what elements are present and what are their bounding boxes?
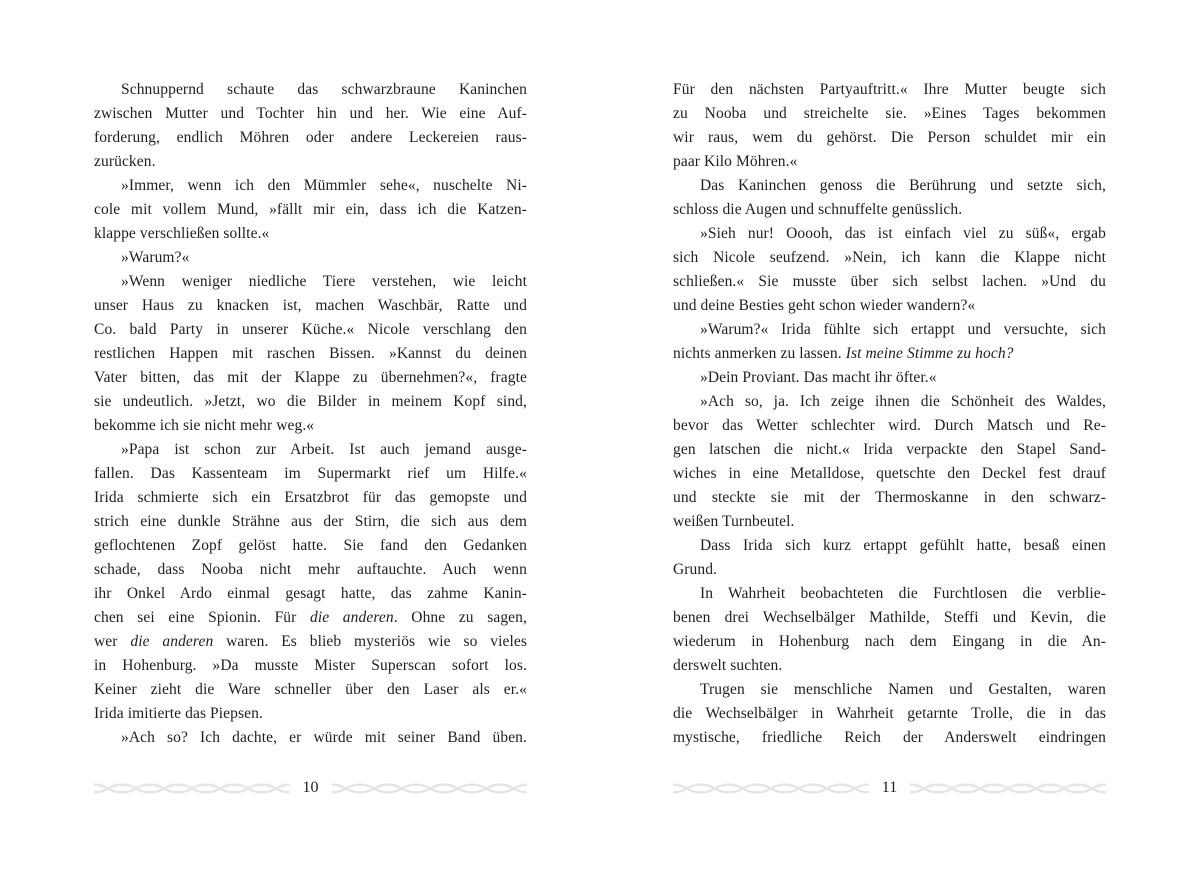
text-line <box>673 606 1106 630</box>
text-line <box>673 462 1106 486</box>
text-segment: bevor das Wetter schlechter wird. Durch Matsch und Re- <box>673 417 1106 434</box>
text-line <box>94 342 527 366</box>
text-segment: sich Nicole seufzend. »Nein, ich kann die Klappe nicht <box>673 249 1106 266</box>
text-segment: Irida imitierte das Piepsen. <box>94 705 263 722</box>
text-segment: in Hohenburg. »Da musste Mister Superscan sofort los. <box>94 657 527 674</box>
braid-ornament-icon <box>94 782 290 795</box>
page-number: 10 <box>302 779 319 796</box>
text-line <box>673 486 1106 510</box>
text-line <box>94 606 527 630</box>
text-line <box>673 126 1106 150</box>
text-line <box>673 270 1106 294</box>
text-line <box>673 294 1106 318</box>
text-segment: zu Nooba und streichelte sie. »Eines Tages bekommen <box>673 105 1106 122</box>
text-line <box>673 102 1106 126</box>
text-segment: »Immer, wenn ich den Mümmler sehe«, nuschelte Ni- <box>121 177 527 194</box>
italic-text-segment: die anderen <box>130 633 214 650</box>
text-line <box>673 702 1106 726</box>
text-line <box>673 726 1106 750</box>
text-line <box>94 726 527 750</box>
text-line <box>673 654 1106 678</box>
text-line <box>94 366 527 390</box>
text-segment: »Papa ist schon zur Arbeit. Ist auch jemand ausge- <box>121 441 527 458</box>
text-segment: ihr Onkel Ardo einmal gesagt hatte, das zahme Kanin- <box>94 585 527 602</box>
text-line <box>673 318 1106 342</box>
text-segment: waren. Es blieb mysteriös wie so vieles <box>213 633 527 650</box>
text-line <box>673 534 1106 558</box>
text-line <box>94 246 527 270</box>
text-segment: geflochtenen Zopf gelöst hatte. Sie fand den Gedanken <box>94 537 527 554</box>
text-segment: »Ach so, ja. Ich zeige ihnen die Schönheit des Waldes, <box>700 393 1106 410</box>
text-segment: Vater bitten, das mit der Klappe zu übernehmen?«, fragte <box>94 369 527 386</box>
text-line <box>94 78 527 102</box>
text-line <box>673 414 1106 438</box>
page-number: 11 <box>881 779 898 796</box>
text-segment: zurücken. <box>94 153 156 170</box>
text-line <box>94 678 527 702</box>
text-segment: schloss die Augen und schnuffelte genüsslich. <box>673 201 963 218</box>
text-line <box>673 558 1106 582</box>
text-segment: »Wenn weniger niedliche Tiere verstehen, wie leicht <box>121 273 527 290</box>
text-line <box>94 318 527 342</box>
text-segment: Das Kaninchen genoss die Berührung und setzte sich, <box>700 177 1106 194</box>
page-left-text <box>94 78 527 750</box>
text-segment: unser Haus zu knacken ist, machen Waschbär, Ratte und <box>94 297 527 314</box>
text-segment: »Warum?« <box>121 249 190 266</box>
text-segment: benen drei Wechselbälger Mathilde, Steffi und Kevin, die <box>673 609 1106 626</box>
text-line <box>94 462 527 486</box>
page-right <box>673 78 1106 797</box>
text-line <box>673 630 1106 654</box>
text-line <box>673 150 1106 174</box>
text-line <box>673 366 1106 390</box>
text-segment: die Wechselbälger in Wahrheit getarnte Trolle, die in das <box>673 705 1106 722</box>
text-segment: Trugen sie menschliche Namen und Gestalten, waren <box>700 681 1106 698</box>
text-segment: strich eine dunkle Strähne aus der Stirn, die sich aus dem <box>94 513 527 530</box>
text-line <box>94 102 527 126</box>
text-line <box>673 198 1106 222</box>
text-line <box>673 174 1106 198</box>
text-segment: Co. bald Party in unserer Küche.« Nicole verschlang den <box>94 321 527 338</box>
text-line <box>673 222 1106 246</box>
text-line <box>94 534 527 558</box>
text-segment: und deine Besties geht schon wieder wandern?« <box>673 297 976 314</box>
text-segment: Für den nächsten Partyauftritt.« Ihre Mutter beugte sich <box>673 81 1106 98</box>
text-line <box>673 390 1106 414</box>
text-line <box>94 438 527 462</box>
text-segment: Dass Irida sich kurz ertappt gefühlt hatte, besaß einen <box>700 537 1106 554</box>
text-line <box>94 654 527 678</box>
text-line <box>94 126 527 150</box>
text-segment: cole mit vollem Mund, »fällt mir ein, dass ich die Katzen- <box>94 201 527 218</box>
text-line <box>94 294 527 318</box>
text-segment: nichts anmerken zu lassen. <box>673 345 846 362</box>
text-segment: mystische, friedliche Reich der Anderswelt eindringen <box>673 729 1106 746</box>
text-segment: bekomme ich sie nicht mehr weg.« <box>94 417 315 434</box>
text-segment: . Ohne zu sagen, <box>393 609 527 626</box>
text-line <box>94 510 527 534</box>
page-right-footer <box>673 779 1106 797</box>
text-segment: zwischen Mutter und Tochter hin und her. Wie eine Auf- <box>94 105 527 122</box>
text-segment: forderung, endlich Möhren oder andere Leckereien raus- <box>94 129 527 146</box>
text-segment: Grund. <box>673 561 718 578</box>
text-segment: paar Kilo Möhren.« <box>673 153 798 170</box>
text-line <box>94 630 527 654</box>
text-line <box>673 438 1106 462</box>
text-segment: und steckte sie mit der Thermoskanne in den schwarz- <box>673 489 1106 506</box>
braid-ornament-icon <box>332 782 528 795</box>
text-line <box>94 558 527 582</box>
page-right-text <box>673 78 1106 750</box>
text-line <box>94 390 527 414</box>
text-segment: fallen. Das Kassenteam im Supermarkt rief um Hilfe.« <box>94 465 527 482</box>
italic-text-segment: Ist meine Stimme zu hoch? <box>845 345 1014 362</box>
text-segment: restlichen Happen mit raschen Bissen. »Kannst du deinen <box>94 345 527 362</box>
text-segment: wiederum in Hohenburg nach dem Eingang in die An- <box>673 633 1106 650</box>
text-line <box>94 582 527 606</box>
text-line <box>94 150 527 174</box>
text-line <box>94 222 527 246</box>
text-segment: derswelt suchten. <box>673 657 783 674</box>
italic-text-segment: die anderen <box>310 609 394 626</box>
text-segment: sie undeutlich. »Jetzt, wo die Bilder in meinem Kopf sind, <box>94 393 527 410</box>
text-segment: klappe verschließen sollte.« <box>94 225 270 242</box>
text-line <box>94 414 527 438</box>
text-line <box>94 486 527 510</box>
page-left-footer <box>94 779 527 797</box>
text-segment: »Sieh nur! Ooooh, das ist einfach viel zu süß«, ergab <box>700 225 1106 242</box>
text-line <box>673 246 1106 270</box>
text-segment: weißen Turnbeutel. <box>673 513 795 530</box>
text-segment: »Ach so? Ich dachte, er würde mit seiner Band üben. <box>121 729 527 746</box>
text-segment: schließen.« Sie musste über sich selbst lachen. »Und du <box>673 273 1106 290</box>
text-segment: Irida schmierte sich ein Ersatzbrot für das gemopste und <box>94 489 527 506</box>
text-segment: »Dein Proviant. Das macht ihr öfter.« <box>700 369 937 386</box>
text-line <box>673 342 1106 366</box>
text-segment: gen latschen die nicht.« Irida verpackte den Stapel Sand- <box>673 441 1106 458</box>
text-segment: wiches in eine Metalldose, quetschte den Deckel fest drauf <box>673 465 1106 482</box>
text-line <box>673 510 1106 534</box>
text-line <box>94 174 527 198</box>
text-line <box>673 582 1106 606</box>
text-segment: chen sei eine Spionin. Für <box>94 609 310 626</box>
text-line <box>94 702 527 726</box>
text-line <box>94 198 527 222</box>
braid-ornament-icon <box>910 782 1106 795</box>
page-left <box>94 78 527 797</box>
text-segment: schade, dass Nooba nicht mehr auftauchte. Auch wenn <box>94 561 527 578</box>
text-line <box>94 270 527 294</box>
text-segment: wer <box>94 633 131 650</box>
text-segment: »Warum?« Irida fühlte sich ertappt und versuchte, sich <box>700 321 1106 338</box>
text-line <box>673 678 1106 702</box>
text-segment: In Wahrheit beobachteten die Furchtlosen die verblie- <box>700 585 1106 602</box>
text-segment: wir raus, wem du gehörst. Die Person schuldet mir ein <box>673 129 1106 146</box>
text-segment: Keiner zieht die Ware schneller über den Laser als er.« <box>94 681 527 698</box>
text-line <box>673 78 1106 102</box>
braid-ornament-icon <box>673 782 869 795</box>
text-segment: Schnuppernd schaute das schwarzbraune Kaninchen <box>121 81 527 98</box>
